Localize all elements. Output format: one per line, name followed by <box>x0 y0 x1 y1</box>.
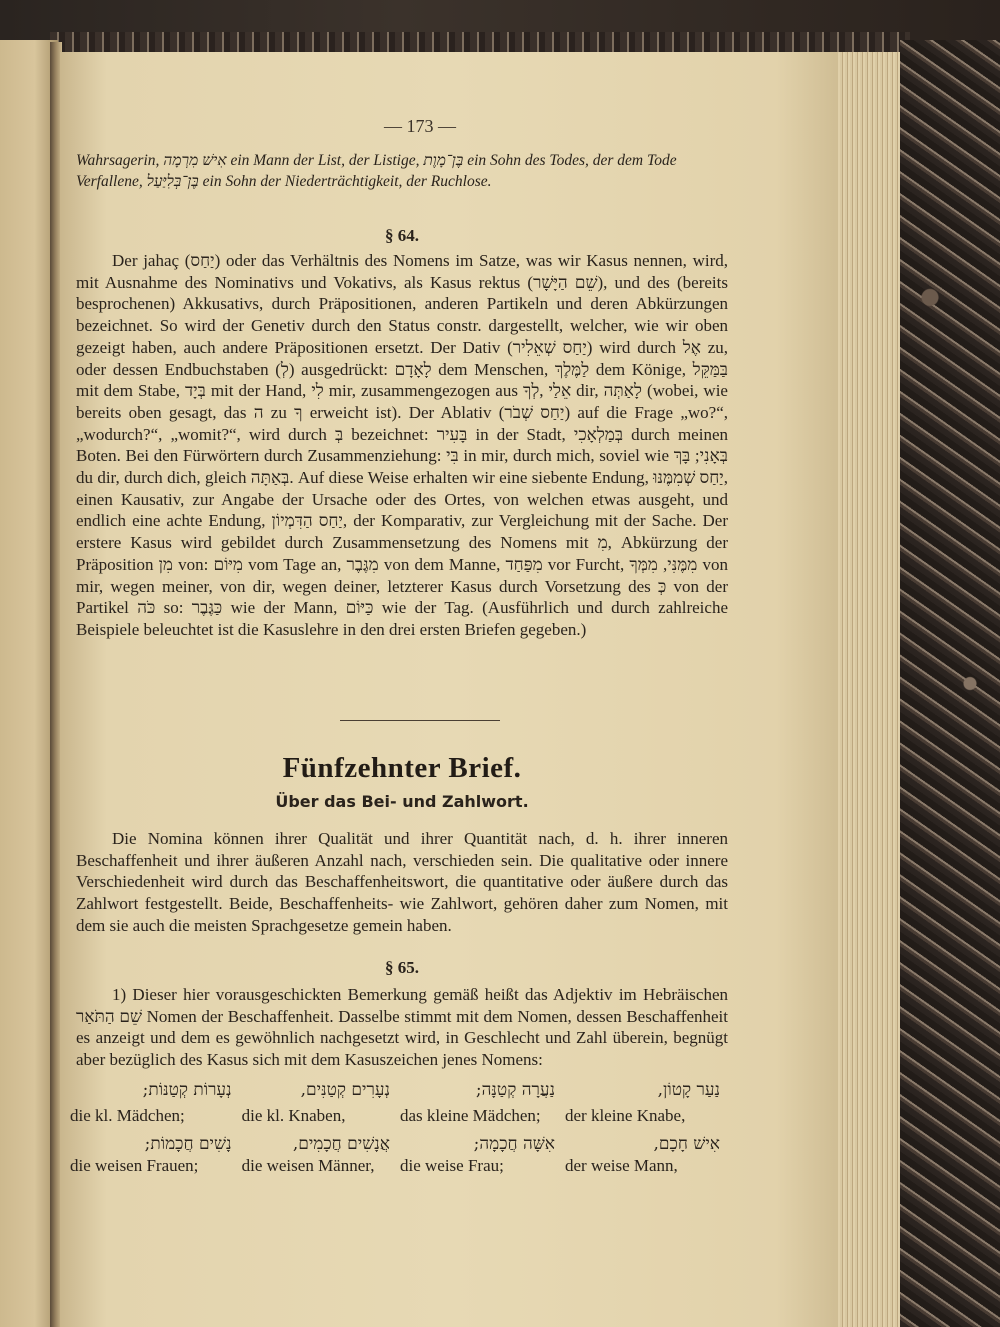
german-translation: die kl. Knaben, <box>241 1106 346 1125</box>
marbled-cover <box>900 40 1000 1327</box>
book-top-edge <box>50 32 910 54</box>
section-64-heading: § 64. <box>385 226 419 245</box>
hebrew-example: אֲנָשִׁים חֲכָמִים, <box>292 1134 390 1154</box>
divider-rule <box>340 720 500 721</box>
section-64-paragraph <box>76 250 728 641</box>
german-translation: die weise Frau; <box>399 1156 504 1175</box>
example-row-hebrew-1 <box>70 1080 730 1100</box>
page-stack-edge <box>835 52 900 1327</box>
paragraph-text: Die Nomina können ihrer Qualität und ihrer Quantität nach, d. h. ihrer inneren Beschaffenheit und ihrer äußeren Anzahl nach, verschieden sein. Die qualitative oder innere Verschiedenheit wird durch das Beschaffenheitswort, die quantitative oder äußere durch das Zahlwort festgestellt. Beide, Beschaffenheits- wie Zahlwort, gehören daher zum Nomen, mit dem sie auch die meisten Sprachgesetze gemein haben. <box>76 829 728 935</box>
letter-subtitle: Über das Bei- und Zahlwort. <box>275 792 529 811</box>
section-65-heading: § 65. <box>385 958 419 977</box>
example-row-german-1 <box>70 1106 730 1126</box>
page-number: — 173 — <box>384 116 456 136</box>
hebrew-example: אִשָּׁה חֲכָמָה; <box>473 1134 555 1154</box>
german-translation: die weisen Frauen; <box>70 1156 199 1175</box>
german-translation: der weise Mann, <box>564 1156 678 1175</box>
section-65-paragraph <box>76 984 728 1071</box>
german-translation: die weisen Männer, <box>241 1156 375 1175</box>
hebrew-example: נָשִׁים חֲכָמוֹת; <box>144 1134 232 1154</box>
german-translation: die kl. Mädchen; <box>70 1106 185 1125</box>
hebrew-example: נְעָרוֹת קְטַנּוֹת; <box>142 1080 232 1100</box>
letter-intro-paragraph <box>76 828 728 937</box>
hebrew-example: נַעֲרָה קְטַנָּה; <box>475 1080 555 1100</box>
hebrew-example: אִישׁ חָכָם, <box>653 1134 720 1154</box>
hebrew-example: נְעָרִים קְטַנִּים, <box>300 1080 390 1100</box>
example-row-german-2 <box>70 1156 730 1176</box>
german-translation: der kleine Knabe, <box>564 1106 686 1125</box>
paragraph-text: 1) Dieser hier vorausgeschickten Bemerkung gemäß heißt das Adjektiv im Hebräischen שֵׁם הַתֹּאַר Nomen der Beschaffenheit. Dasselbe stimmt mit dem Nomen, dessen Beschaffenheit es anzeigt und dem es gewöhnlich nachgesetzt wird, in Geschlecht und Zahl überein, begnügt aber bezüglich des Kasus sich mit dem Kasuszeichen jenes Nomens: <box>76 985 728 1070</box>
example-row-hebrew-2 <box>70 1134 730 1154</box>
paragraph-text: Der jahaç (יַחַס) oder das Verhältnis des Nomens im Satze, was wir Kasus nennen, wird, mit Ausnahme des Nominativs und Vokativs, als Kasus rektus (שֵׁם הַיָּשָׁר), und des (bereits besprochenen) Akkusativs, durch Präpositionen, anderen Partikeln und deren Abkürzungen bezeichnet. So wird der Genetiv durch den Status constr. dargestellt, welcher, wie wir oben gezeigt haben, auch andere Präpositionen ersetzt. Der Dativ (יַחַס שְׁאֵלִיר) wird durch אֶל zu, oder dessen Endbuchstaben (לְ) ausgedrückt: לָאָדָם dem Menschen, לַמֶּלֶךְ dem Könige, בַּמַּקֵּל mit dem Stabe, בְּיָד mit der Hand, לִי mir, zusammengezogen aus אֵלַי ,לְךָ dir, לָאַתְּה (wobei, wie bereits oben gesagt, das ה zu ךָ erweicht ist). Der Ablativ (יַחַס שְׁבֹר) auf die Frage „wo?“, „wodurch?“, „womit?“, wird durch בְּ bezeichnet: בָּעִיר in der Stadt, בְּמַלְאָכִי durch meinen Boten. Bei den Fürwörtern durch Zusammenziehung: בִּי in mir, durch mich, soviel wie בְּאָנִי; בָּךְ du dir, durch dich, gleich בְּאַתָּה. Auf diese Weise erhalten wir eine siebente Endung, יַחַס שְׁמִמֶּנּוּ, einen Kausativ, zur Angabe der Ursache oder des Ortes, von welchen etwas ausgeht, und endlich eine achte Endung, יַחַס הַדִּמְיוֹן, der Komparativ, zur Vergleichung mit der Sache. Der erstere Kasus wird gebildet durch Zusammensetzung des Nomens mit מִ, Abkürzung der Präposition מִן von: מִיּוֹם vom Tage an, מִגֶּבֶר von dem Manne, מִפַּחַד vor Furcht, מִמֶּנִּי, מִמְּךָ von mir, wegen meiner, von dir, wegen deiner, letzterer Kasus durch Vorsetzung des כְּ von der Partikel כֹּה so: כַּגֶּבֶר wie der Mann, כַּיּוֹם wie der Tag. (Ausführlich und durch zahlreiche Beispiele beleuchtet ist die Kasuslehre in den drei ersten Briefen gegeben.) <box>76 251 729 639</box>
letter-title: Fünfzehnter Brief. <box>282 752 522 784</box>
intro-text: Wahrsagerin, אִישׁ מִרְמָה ein Mann der List, der Listige, בֶּן־מָוֶת ein Sohn des Todes, der dem Tode Verfallene, בֶּן־בְּלִיַּעַל ein Sohn der Niederträchtigkeit, der Ruchlose. <box>76 152 677 190</box>
german-translation: das kleine Mädchen; <box>399 1106 541 1125</box>
hebrew-example: נַעַר קָטוֹן, <box>657 1080 720 1100</box>
